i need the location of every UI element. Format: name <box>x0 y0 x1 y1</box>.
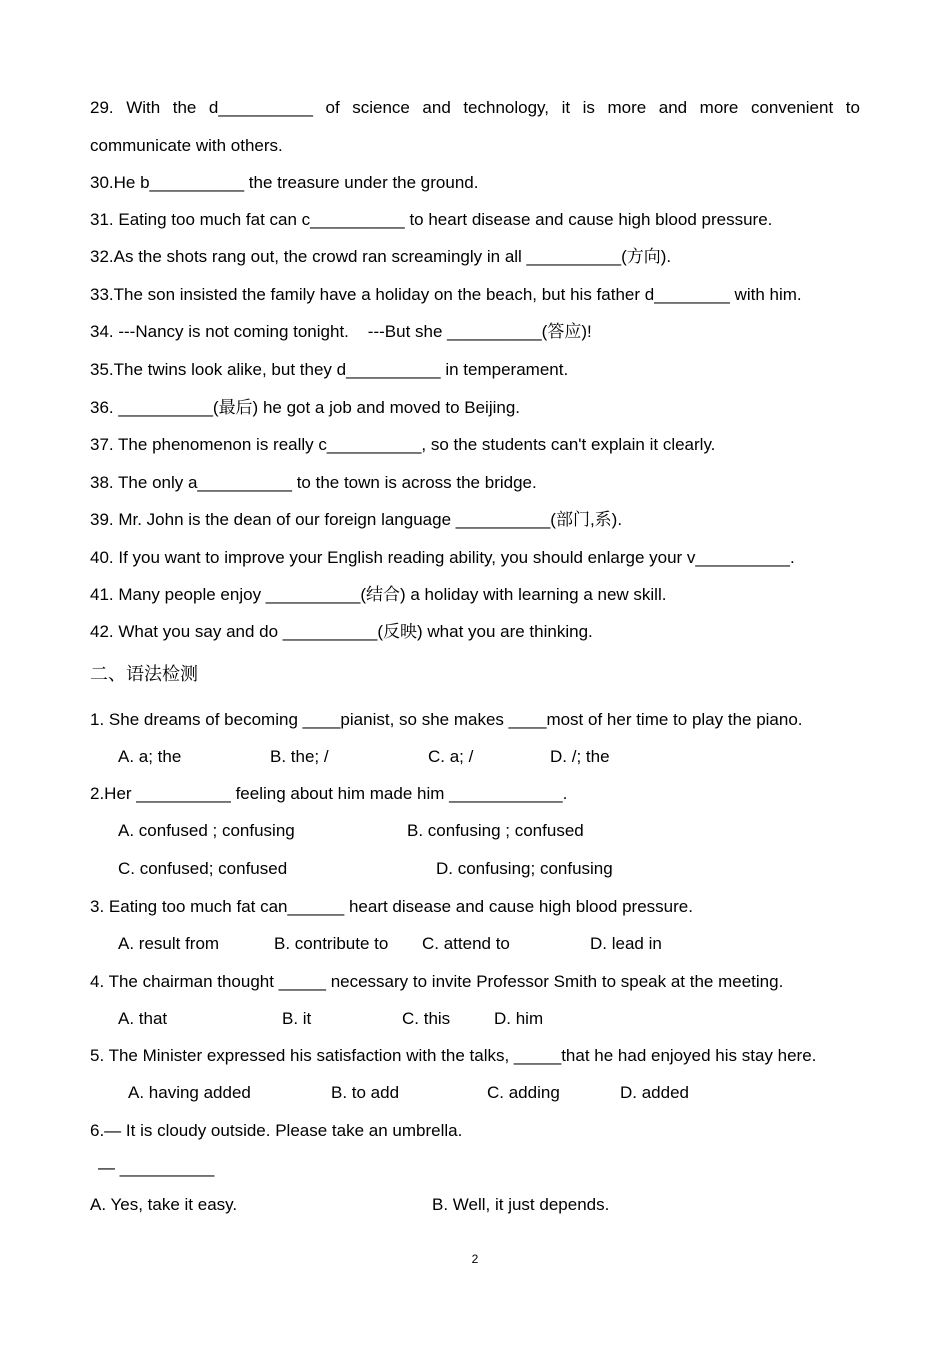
question-32: 32.As the shots rang out, the crowd ran screamingly in all __________(方向). <box>90 247 672 266</box>
option-b: B. to add <box>331 1083 400 1102</box>
page-number: 2 <box>471 1252 479 1266</box>
question-38: 38. The only a__________ to the town is across the bridge. <box>90 473 537 492</box>
grammar-question-3: 3. Eating too much fat can______ heart disease and cause high blood pressure. <box>90 897 693 916</box>
question-30: 30.He b__________ the treasure under the ground. <box>90 173 479 192</box>
question-40: 40. If you want to improve your English reading ability, you should enlarge your v__________. <box>90 548 795 567</box>
question-39: 39. Mr. John is the dean of our foreign language __________(部门,系). <box>90 510 623 529</box>
word: and <box>658 98 688 117</box>
question-33: 33.The son insisted the family have a holiday on the beach, but his father d________ with him. <box>90 285 802 304</box>
question-35: 35.The twins look alike, but they d__________ in temperament. <box>90 360 569 379</box>
option-a: A. a; the <box>118 747 182 766</box>
question-42: 42. What you say and do __________(反映) what you are thinking. <box>90 622 593 641</box>
option-b: B. it <box>282 1009 312 1028</box>
option-c: C. this <box>402 1009 451 1028</box>
grammar-question-1: 1. She dreams of becoming ____pianist, so she makes ____most of her time to play the piano. <box>90 710 803 729</box>
question-31: 31. Eating too much fat can c__________ to heart disease and cause high blood pressure. <box>90 210 773 229</box>
option-d: D. /; the <box>550 747 610 766</box>
option-b: B. confusing ; confused <box>407 821 584 840</box>
question-41: 41. Many people enjoy __________(结合) a holiday with learning a new skill. <box>90 585 667 604</box>
option-a: A. that <box>118 1009 168 1028</box>
word: d__________ <box>208 98 313 117</box>
question-29-line-2: communicate with others. <box>90 136 283 155</box>
word: technology, <box>463 98 550 117</box>
option-b: B. contribute to <box>274 934 389 953</box>
word: of <box>325 98 340 117</box>
word: it <box>561 98 571 117</box>
question-34: 34. ---Nancy is not coming tonight. ---But she __________(答应)! <box>90 322 592 341</box>
option-d: D. confusing; confusing <box>436 859 613 878</box>
word: convenient <box>750 98 834 117</box>
word: With <box>126 98 161 117</box>
question-36: 36. __________(最后) he got a job and moved to Beijing. <box>90 398 521 417</box>
option-a: A. having added <box>128 1083 251 1102</box>
grammar-question-5: 5. The Minister expressed his satisfaction with the talks, _____that he had enjoyed his stay here. <box>90 1046 817 1065</box>
word: 29. <box>90 98 114 117</box>
answer-blank-line: — __________ <box>98 1158 215 1177</box>
word: more <box>699 98 739 117</box>
word: more <box>607 98 647 117</box>
option-d: D. lead in <box>590 934 662 953</box>
option-c: C. confused; confused <box>118 859 288 878</box>
option-c: C. a; / <box>428 747 474 766</box>
grammar-question-4: 4. The chairman thought _____ necessary to invite Professor Smith to speak at the meeting. <box>90 972 784 991</box>
section-title: 二、语法检测 <box>90 664 198 685</box>
grammar-question-2: 2.Her __________ feeling about him made him ____________. <box>90 784 568 803</box>
option-a: A. result from <box>118 934 220 953</box>
option-b: B. the; / <box>270 747 329 766</box>
option-d: D. him <box>494 1009 544 1028</box>
option-b: B. Well, it just depends. <box>432 1195 610 1214</box>
word: the <box>172 98 197 117</box>
option-a: A. Yes, take it easy. <box>90 1195 238 1214</box>
option-a: A. confused ; confusing <box>118 821 295 840</box>
option-c: C. adding <box>487 1083 560 1102</box>
word: and <box>422 98 451 117</box>
word: to <box>845 98 860 117</box>
option-c: C. attend to <box>422 934 510 953</box>
question-37: 37. The phenomenon is really c__________, so the students can't explain it clearly. <box>90 435 716 454</box>
grammar-question-6: 6.— It is cloudy outside. Please take an umbrella. <box>90 1121 463 1140</box>
question-29-line-1 <box>90 97 860 119</box>
option-d: D. added <box>620 1083 689 1102</box>
word: is <box>582 98 595 117</box>
word: science <box>352 98 410 117</box>
